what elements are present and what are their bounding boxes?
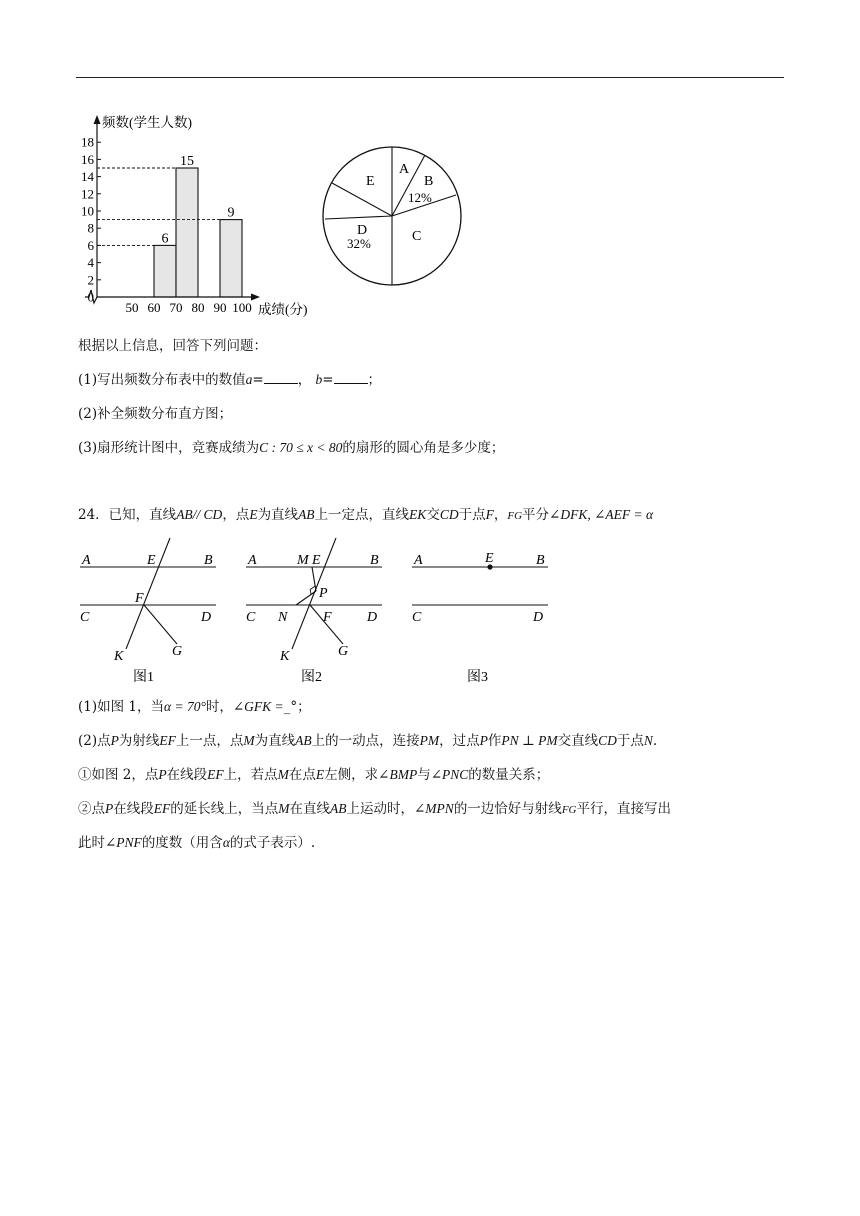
math: ∠GFK =: [232, 699, 284, 714]
answer-blank[interactable]: _°；: [283, 699, 311, 715]
label-c: C: [412, 610, 422, 625]
bar-value-label: 15: [180, 154, 194, 169]
q24-sub2-line1: [78, 800, 671, 819]
y-tick-label: 12: [81, 186, 94, 202]
var-b: b: [315, 372, 323, 387]
math: M: [243, 733, 255, 748]
y-tick-label: 8: [87, 220, 94, 236]
math: M: [277, 767, 289, 782]
math: ∠DFK, ∠AEF = α: [549, 507, 654, 522]
pie-chart: [316, 140, 470, 294]
slice-percent-b: 12%: [408, 190, 432, 205]
label-b: B: [536, 553, 545, 568]
q23-part1-text: (1)写出频数分布表中的数值: [78, 372, 246, 388]
text: 作: [487, 733, 502, 749]
q23-part1: [78, 371, 381, 389]
label-g: G: [338, 644, 349, 659]
text: 于点: [616, 733, 644, 749]
bar-value-label: 6: [161, 231, 169, 247]
bar-value-label: 9: [227, 205, 235, 221]
math: M: [278, 801, 290, 816]
math: F: [485, 507, 494, 522]
math: CD: [598, 733, 617, 748]
y-tick-label: 0: [87, 289, 94, 305]
text: 上一定点，直线: [314, 507, 410, 523]
label-c: C: [80, 610, 90, 625]
eq-sign: =: [322, 372, 334, 388]
q24-statement: [78, 506, 653, 525]
text: ②点: [78, 801, 105, 817]
x-tick-label: 90: [213, 300, 227, 315]
text: 24．已知，直线: [78, 507, 177, 523]
label-c: C: [246, 610, 256, 625]
math: AB: [295, 733, 312, 748]
y-tick-label: 2: [87, 272, 94, 288]
q23-intro: 根据以上信息，回答下列问题：: [78, 338, 267, 354]
text: 的式子表示）.: [229, 835, 316, 851]
header-rule: [76, 77, 784, 78]
text: 在线段: [113, 801, 154, 817]
q23-part2: (2)补全频数分布直方图；: [78, 406, 233, 422]
math: AB: [298, 507, 315, 522]
caption-fig2: 图2: [301, 670, 322, 685]
y-tick-label: 10: [81, 203, 94, 219]
x-tick-label: 70: [169, 300, 183, 315]
slice-label-c: C: [412, 229, 422, 244]
ray-fg: [144, 605, 177, 644]
var-a: a: [245, 372, 253, 387]
label-b: B: [204, 553, 213, 568]
answer-blank-a[interactable]: [264, 371, 298, 384]
math: P: [110, 733, 119, 748]
text: ①如图 2，点: [78, 767, 159, 783]
text: 上的一动点，连接: [311, 733, 420, 749]
label-a: A: [414, 553, 423, 568]
histogram-bar: [154, 245, 176, 297]
math: PN ⊥ PM: [501, 733, 558, 748]
math: ∠PNC: [430, 767, 469, 782]
text: 的度数（用含: [141, 835, 223, 851]
math: PM: [419, 733, 440, 748]
text: 的数量关系；: [468, 767, 550, 783]
math: P: [105, 801, 114, 816]
text: 交直线: [557, 733, 599, 749]
text: 上一点，点: [175, 733, 244, 749]
text: 平行，直接写出: [576, 801, 671, 817]
text: 上，若点: [223, 767, 278, 783]
label-n: N: [278, 610, 288, 625]
q24-sub1: [78, 766, 549, 784]
text: .: [652, 733, 658, 749]
label-p: P: [319, 586, 328, 601]
y-axis-arrow: [94, 115, 101, 124]
label-e: E: [147, 553, 156, 568]
x-tick-label: 80: [191, 300, 205, 315]
label-a: A: [248, 553, 257, 568]
math: P: [479, 733, 488, 748]
text: 上运动时，: [346, 801, 414, 817]
label-k: K: [280, 649, 290, 664]
math: N: [643, 733, 653, 748]
x-tick-label: 60: [147, 300, 161, 315]
x-axis-arrow: [251, 294, 260, 301]
label-b: B: [370, 553, 379, 568]
x-tick-label: 100: [232, 300, 252, 315]
text: ，点: [222, 507, 250, 523]
histogram-bar: [220, 220, 242, 297]
y-tick-label: 14: [81, 169, 94, 185]
text: 在直线: [289, 801, 330, 817]
eq-sign: =: [252, 372, 264, 388]
math: FG: [561, 804, 577, 816]
text: 为直线: [254, 733, 296, 749]
label-e: E: [485, 551, 494, 566]
slice-label-e: E: [366, 174, 375, 189]
math: ∠MPN: [414, 801, 454, 816]
caption-fig3: 图3: [467, 670, 488, 685]
math: CD: [439, 507, 459, 522]
math: EK: [409, 507, 427, 522]
text: (2)点: [78, 733, 111, 749]
math: α = 70°: [164, 699, 206, 714]
math: FG: [507, 510, 523, 522]
text: 左侧，求: [324, 767, 379, 783]
slice-percent-d: 32%: [347, 236, 371, 251]
label-e: E: [312, 553, 321, 568]
label-m: M: [297, 553, 309, 568]
text: 与: [417, 767, 431, 783]
histogram-bar: [176, 168, 198, 297]
label-a: A: [82, 553, 91, 568]
math: α: [222, 835, 230, 850]
q23-part3-suffix: 的扇形的圆心角是多少度；: [342, 440, 505, 456]
text: ，过点: [439, 733, 480, 749]
math: EF: [207, 767, 224, 782]
label-f: F: [135, 591, 144, 606]
text: 在点: [288, 767, 316, 783]
text: 为射线: [118, 733, 160, 749]
math: P: [158, 767, 167, 782]
label-d: D: [201, 610, 212, 625]
text: 为直线: [257, 507, 299, 523]
y-axis-label: 频数(学生人数): [102, 115, 192, 130]
math: EF: [153, 801, 171, 816]
math: E: [249, 507, 258, 522]
q23-part3: [78, 439, 504, 457]
math: AB// CD: [176, 507, 223, 522]
label-g: G: [172, 644, 183, 659]
frequency-histogram: [80, 110, 330, 320]
q24-part2: [78, 732, 657, 750]
caption-fig1: 图1: [133, 670, 154, 685]
figure-1: [76, 536, 226, 686]
y-tick-label: 16: [81, 151, 94, 167]
text: 交: [426, 507, 440, 523]
q24-sub2-line2: [78, 834, 315, 852]
terminator: ；: [367, 372, 382, 388]
text: 的一边恰好与射线: [453, 801, 562, 817]
figure-2: [242, 536, 392, 686]
text: 此时: [78, 835, 105, 851]
q24-part1: [78, 698, 311, 716]
text: 平分: [522, 507, 550, 523]
text: 时，: [205, 699, 233, 715]
label-k: K: [114, 649, 124, 664]
x-tick-label: 50: [125, 300, 139, 315]
separator: ，: [297, 372, 312, 388]
math-range: C : 70 ≤ x < 80: [259, 440, 343, 455]
slice-label-b: B: [424, 174, 434, 189]
math: ∠BMP: [378, 767, 418, 782]
y-tick-label: 4: [87, 255, 94, 271]
text: ，: [493, 507, 508, 523]
math: AB: [330, 801, 347, 816]
y-tick-label: 6: [87, 237, 94, 253]
text: 的延长线上，当点: [170, 801, 279, 817]
figure-3: [408, 536, 558, 686]
answer-blank-b[interactable]: [334, 371, 368, 384]
math: E: [315, 767, 325, 782]
text: (1)如图 1，当: [78, 699, 165, 715]
y-tick-label: 18: [81, 134, 94, 150]
q23-part3-text: (3)扇形统计图中，竞赛成绩为: [78, 440, 260, 456]
label-d: D: [533, 610, 544, 625]
slice-label-a: A: [399, 162, 410, 177]
label-d: D: [367, 610, 378, 625]
math: EF: [159, 733, 176, 748]
text: 在线段: [166, 767, 208, 783]
x-axis-label: 成绩(分): [258, 302, 308, 317]
label-f: F: [323, 610, 332, 625]
text: 于点: [458, 507, 486, 523]
slice-label-d: D: [357, 223, 368, 238]
math: ∠PNF: [105, 835, 142, 850]
